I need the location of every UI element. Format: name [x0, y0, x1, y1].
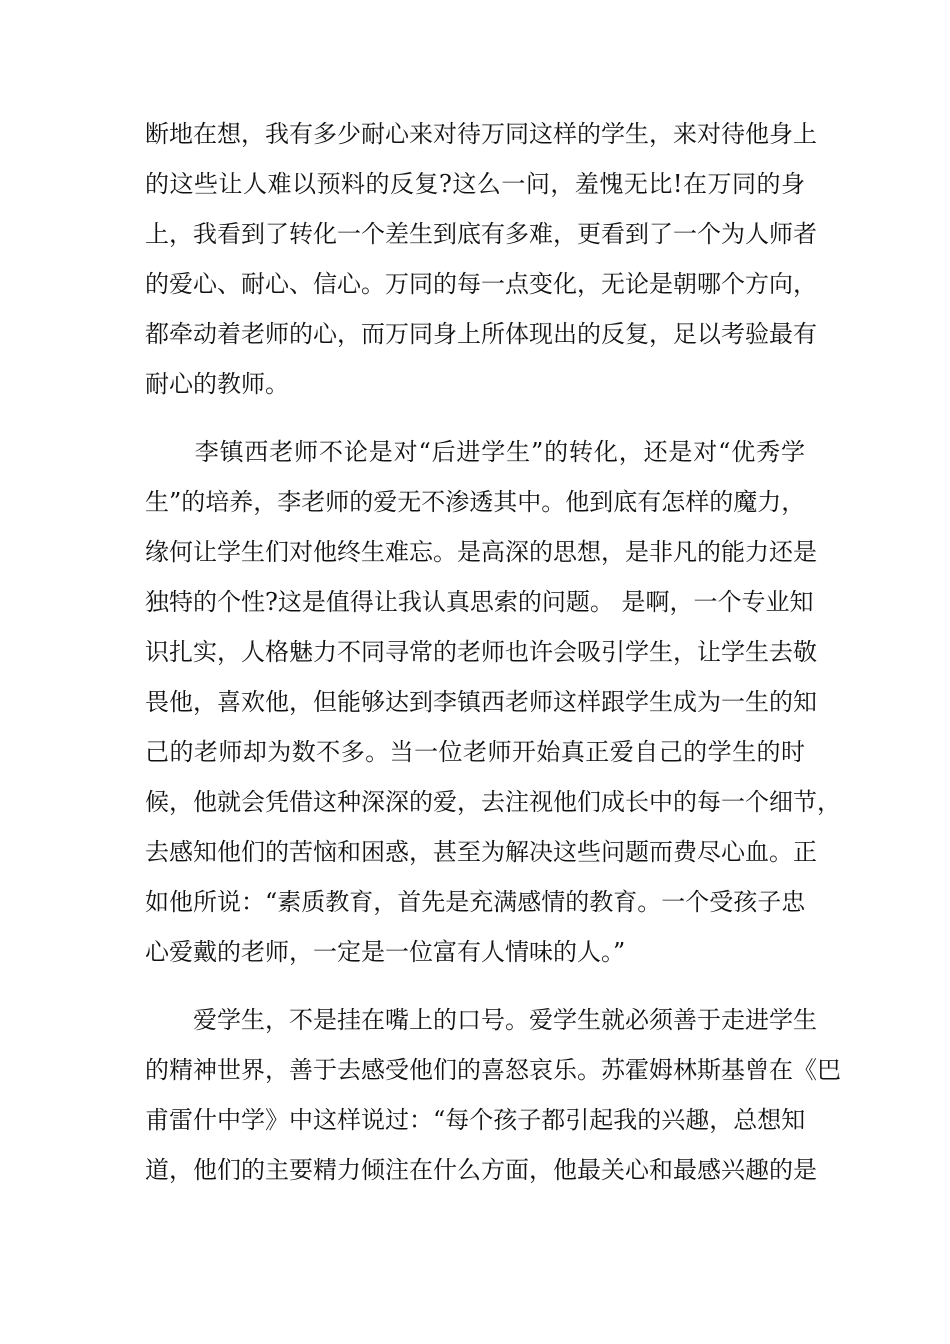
paragraph-line: 生”的培养，李老师的爱无不渗透其中。他到底有怎样的魔力， — [145, 488, 806, 516]
paragraph-line: 畏他，喜欢他，但能够达到李镇西老师这样跟学生成为一生的知 — [145, 688, 817, 716]
paragraph-line: 独特的个性?这是值得让我认真思索的问题。 是啊，一个专业知 — [145, 588, 814, 616]
paragraph-line: 己的老师却为数不多。当一位老师开始真正爱自己的学生的时 — [145, 738, 805, 766]
paragraph-line: 识扎实，人格魅力不同寻常的老师也许会吸引学生，让学生去敬 — [145, 638, 817, 666]
paragraph-line: 断地在想，我有多少耐心来对待万同这样的学生，来对待他身上 — [145, 120, 817, 148]
paragraph-line: 心爱戴的老师，一定是一位富有人情味的人。” — [145, 938, 626, 966]
paragraph-line: 的这些让人难以预料的反复?这么一问，羞愧无比!在万同的身 — [145, 170, 805, 198]
paragraph-line: 去感知他们的苦恼和困惑，甚至为解决这些问题而费尽心血。正 — [145, 838, 817, 866]
paragraph-line: 的爱心、耐心、信心。万同的每一点变化，无论是朝哪个方向， — [145, 270, 817, 298]
paragraph-line: 道，他们的主要精力倾注在什么方面，他最关心和最感兴趣的是 — [145, 1156, 817, 1184]
paragraph-line: 缘何让学生们对他终生难忘。是高深的思想，是非凡的能力还是 — [145, 538, 817, 566]
paragraph-line: 如他所说：“素质教育，首先是充满感情的教育。一个受孩子忠 — [145, 888, 806, 916]
paragraph-line: 甫雷什中学》中这样说过：“每个孩子都引起我的兴趣，总想知 — [145, 1106, 806, 1134]
paragraph-line: 上，我看到了转化一个差生到底有多难，更看到了一个为人师者 — [145, 220, 817, 248]
paragraph-line: 的精神世界，善于去感受他们的喜怒哀乐。苏霍姆林斯基曾在《巴 — [145, 1056, 841, 1084]
paragraph-line: 爱学生，不是挂在嘴上的口号。爱学生就必须善于走进学生 — [145, 1006, 817, 1034]
paragraph-line: 耐心的教师。 — [145, 370, 289, 398]
paragraph-line: 候，他就会凭借这种深深的爱，去注视他们成长中的每一个细节， — [145, 788, 841, 816]
paragraph-line: 都牵动着老师的心，而万同身上所体现出的反复，足以考验最有 — [145, 320, 817, 348]
paragraph-line: 李镇西老师不论是对“后进学生”的转化，还是对“优秀学 — [145, 438, 805, 466]
